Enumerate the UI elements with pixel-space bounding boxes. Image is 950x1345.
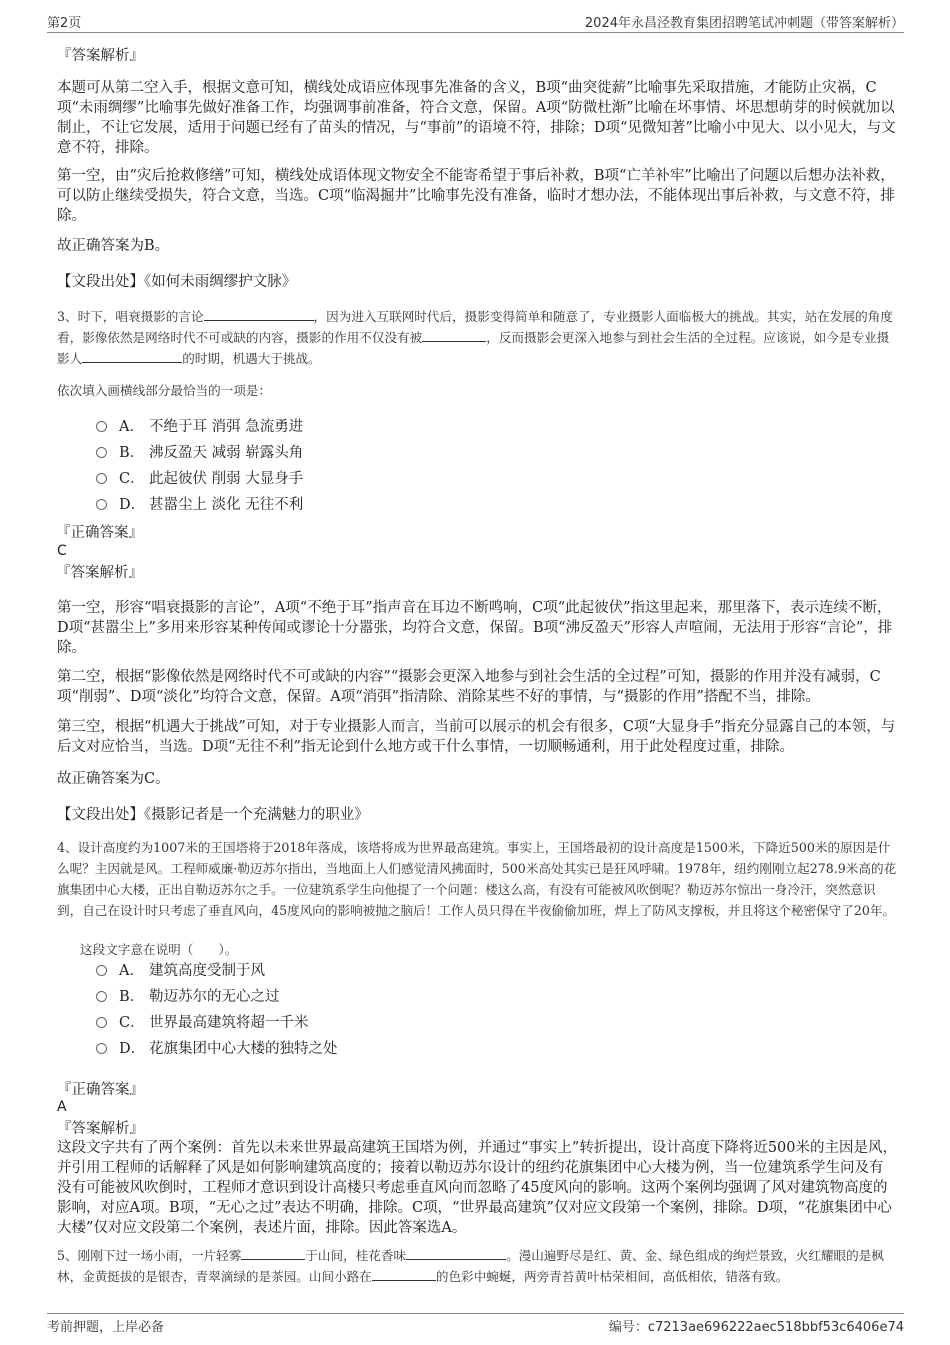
radio-icon[interactable] [96,991,107,1002]
q3-stem-part4: 的时期，机遇大于挑战。 [182,351,321,366]
q4-option-a[interactable]: A． 建筑高度受制于风 [96,960,265,982]
q3-stem [57,306,897,369]
q3-option-b[interactable]: B． 沸反盈天 减弱 崭露头角 [96,442,303,464]
q2-analysis-p1: 本题可从第二空入手，根据文意可知，横线处成语应体现事先准备的含义，B项“曲突徙薪”比喻事先采取措施，才能防止灾祸，C项“未雨绸缪”比喻事先做好准备工作，均强调事前准备，符合文意，保留。A项“防微杜渐”比喻在坏事情、坏思想萌芽的时候就加以制止，不让它发展，适用于问题已经有了苗头的情况，与“事前”的语境不符，排除；D项“见微知著”比喻小中见大、以小见大，与文意不符，排除。 [57,80,896,156]
q5-stem-part2: 于山间，桂花香味 [305,1248,407,1263]
q4-analysis-label: 『答案解析』 [57,1121,144,1137]
radio-icon[interactable] [96,473,107,484]
q2-source: 【文段出处】《如何未雨绸缪护文脉》 [57,274,297,290]
blank-1 [204,308,314,321]
q2-analysis-label: 『答案解析』 [57,48,144,64]
q5-stem-part3: 。漫山遍野尽是红、黄、金、绿色组成的绚烂景致，火红耀眼的是枫林，金黄挺拔的是银杏，青翠滴绿的是茶园。山间小路在 [57,1248,884,1284]
q3-analysis-p3: 第三空，根据“机遇大于挑战”可知，对于专业摄影人而言，当前可以展示的机会有很多，C项“大显身手”指充分显露自己的本领，与后文对应恰当，当选。D项“无往不利”指无论到什么地方或干什么事情，一切顺畅通利，用于此处程度过重，排除。 [57,719,896,755]
q4-analysis: 这段文字共有了两个案例：首先以未来世界最高建筑王国塔为例，并通过“事实上”转折提出，设计高度下降将近500米的主因是风，并引用工程师的话解释了风是如何影响建筑高度的；接着以勒迈苏尔设计的纽约花旗集团中心大楼为例，当一位建筑系学生问及有没有可能被风吹倒时，工程师才意识到设计高楼只考虑垂直风向而忽略了45度风向的影响。这两个案例均强调了风对建筑物高度的影响，对应A项。B项，“无心之过”表达不明确，排除。C项，“世界最高建筑”仅对应文段第一个案例，排除。D项，“花旗集团中心大楼”仅对应文段第二个案例，表述片面，排除。因此答案选A。 [57,1140,897,1236]
q4-option-c[interactable]: C． 世界最高建筑将超一千米 [96,1012,309,1034]
blank-2 [422,329,486,342]
radio-icon[interactable] [96,1043,107,1054]
blank-2 [406,1247,506,1260]
q5-stem-part4: 的色彩中蜿蜒，两旁青苔黄叶枯荣相间，高低相依，错落有致。 [435,1269,789,1284]
document-id: 编号：c7213ae696222aec518bbf53c6406e74 [608,1320,904,1335]
q4-stem: 4、设计高度约为1007米的王国塔将于2018年落成，该塔将成为世界最高建筑。事实上，王国塔最初的设计高度是1500米，下降近500米的原因是什么呢？主因就是风。工程师威廉·勒迈苏尔指出，当地面上人们感觉清风拂面时，500米高处其实已是狂风呼啸。1978年，纽约刚刚立起278.9米高的花旗集团中心大楼，正出自勒迈苏尔之手。一位建筑系学生向他提了一个问题：楼这么高，有没有可能被风吹倒呢？勒迈苏尔惊出一身冷汗，突然意识到，自己在设计时只考虑了垂直风向，45度风向的影响被抛之脑后！工作人员只得在半夜偷偷加班，焊上了防风支撑板，并且将这个秘密保守了20年。 [57,840,897,918]
q3-analysis-p2: 第二空，根据“影像依然是网络时代不可或缺的内容”“摄影会更深入地参与到社会生活的全过程”可知，摄影的作用并没有减弱，C项“削弱”、D项“淡化”均符合文意，保留。A项“消弭”指清除、消除某些不好的事情，与“摄影的作用”搭配不当，排除。 [57,669,881,705]
q5-stem [57,1245,897,1287]
q3-analysis-p1: 第一空，形容“唱衰摄影的言论”，A项“不绝于耳”指声音在耳边不断鸣响，C项“此起彼伏”指这里起来，那里落下，表示连续不断，D项“甚嚣尘上”多用来形容某种传闻或谬论十分嚣张，均符合文意，保留。B项“沸反盈天”形容人声喧闹，无法用于形容“言论”，排除。 [57,600,893,656]
q2-analysis-conclusion: 故正确答案为B。 [57,238,170,254]
q3-stem-part3: ，反而摄影会更深入地参与到社会生活的全过程。应该说，如今是专业摄影人 [57,330,890,366]
q3-stem-part1: 3、时下，唱衰摄影的言论 [57,309,204,324]
radio-icon[interactable] [96,499,107,510]
q4-option-d[interactable]: D． 花旗集团中心大楼的独特之处 [96,1038,338,1060]
blank-3 [82,350,182,363]
q5-stem-part1: 5、刚刚下过一场小雨，一片轻雾 [57,1248,242,1263]
radio-icon[interactable] [96,965,107,976]
blank-1 [241,1247,305,1260]
q2-analysis-p2: 第一空，由“灾后抢救修缮”可知，横线处成语体现文物安全不能寄希望于事后补救，B项“亡羊补牢”比喻出了问题以后想办法补救，可以防止继续受损失，符合文意，当选。C项“临渴掘井”比喻事先没有准备，临时才想办法，不能体现出事后补救，与文意不符，排除。 [57,168,895,224]
q3-analysis-conclusion: 故正确答案为C。 [57,771,170,787]
radio-icon[interactable] [96,447,107,458]
q3-option-c[interactable]: C． 此起彼伏 削弱 大显身手 [96,468,303,490]
q4-option-b[interactable]: B． 勒迈苏尔的无心之过 [96,986,280,1008]
q3-analysis-label: 『答案解析』 [56,565,143,581]
q3-option-d[interactable]: D． 甚嚣尘上 淡化 无往不利 [96,494,303,516]
q3-option-a[interactable]: A． 不绝于耳 消弭 急流勇进 [96,416,303,438]
q3-source: 【文段出处】《摄影记者是一个充满魅力的职业》 [57,807,369,823]
q4-answer: A [57,1099,67,1115]
radio-icon[interactable] [96,421,107,432]
q3-answer: C [57,543,67,559]
page-number: 第2页 [47,16,82,31]
page-footer [47,1313,904,1336]
q3-answer-label: 『正确答案』 [56,525,143,541]
radio-icon[interactable] [96,1017,107,1028]
q3-prompt: 依次填入画横线部分最恰当的一项是： [57,383,272,398]
blank-3 [372,1268,436,1281]
footer-slogan: 考前押题，上岸必备 [47,1320,165,1335]
page-header [47,10,904,33]
q4-prompt: 这段文字意在说明（ ）。 [80,942,238,957]
q3-stem-part2: ，因为进入互联网时代后，摄影变得简单和随意了，专业摄影人面临极大的挑战。其实，站在发展的角度看，影像依然是网络时代不可或缺的内容，摄影的作用不仅没有被 [57,309,893,345]
document-title: 2024年永昌泾教育集团招聘笔试冲刺题（带答案解析） [584,16,904,31]
q4-answer-label: 『正确答案』 [57,1082,144,1098]
